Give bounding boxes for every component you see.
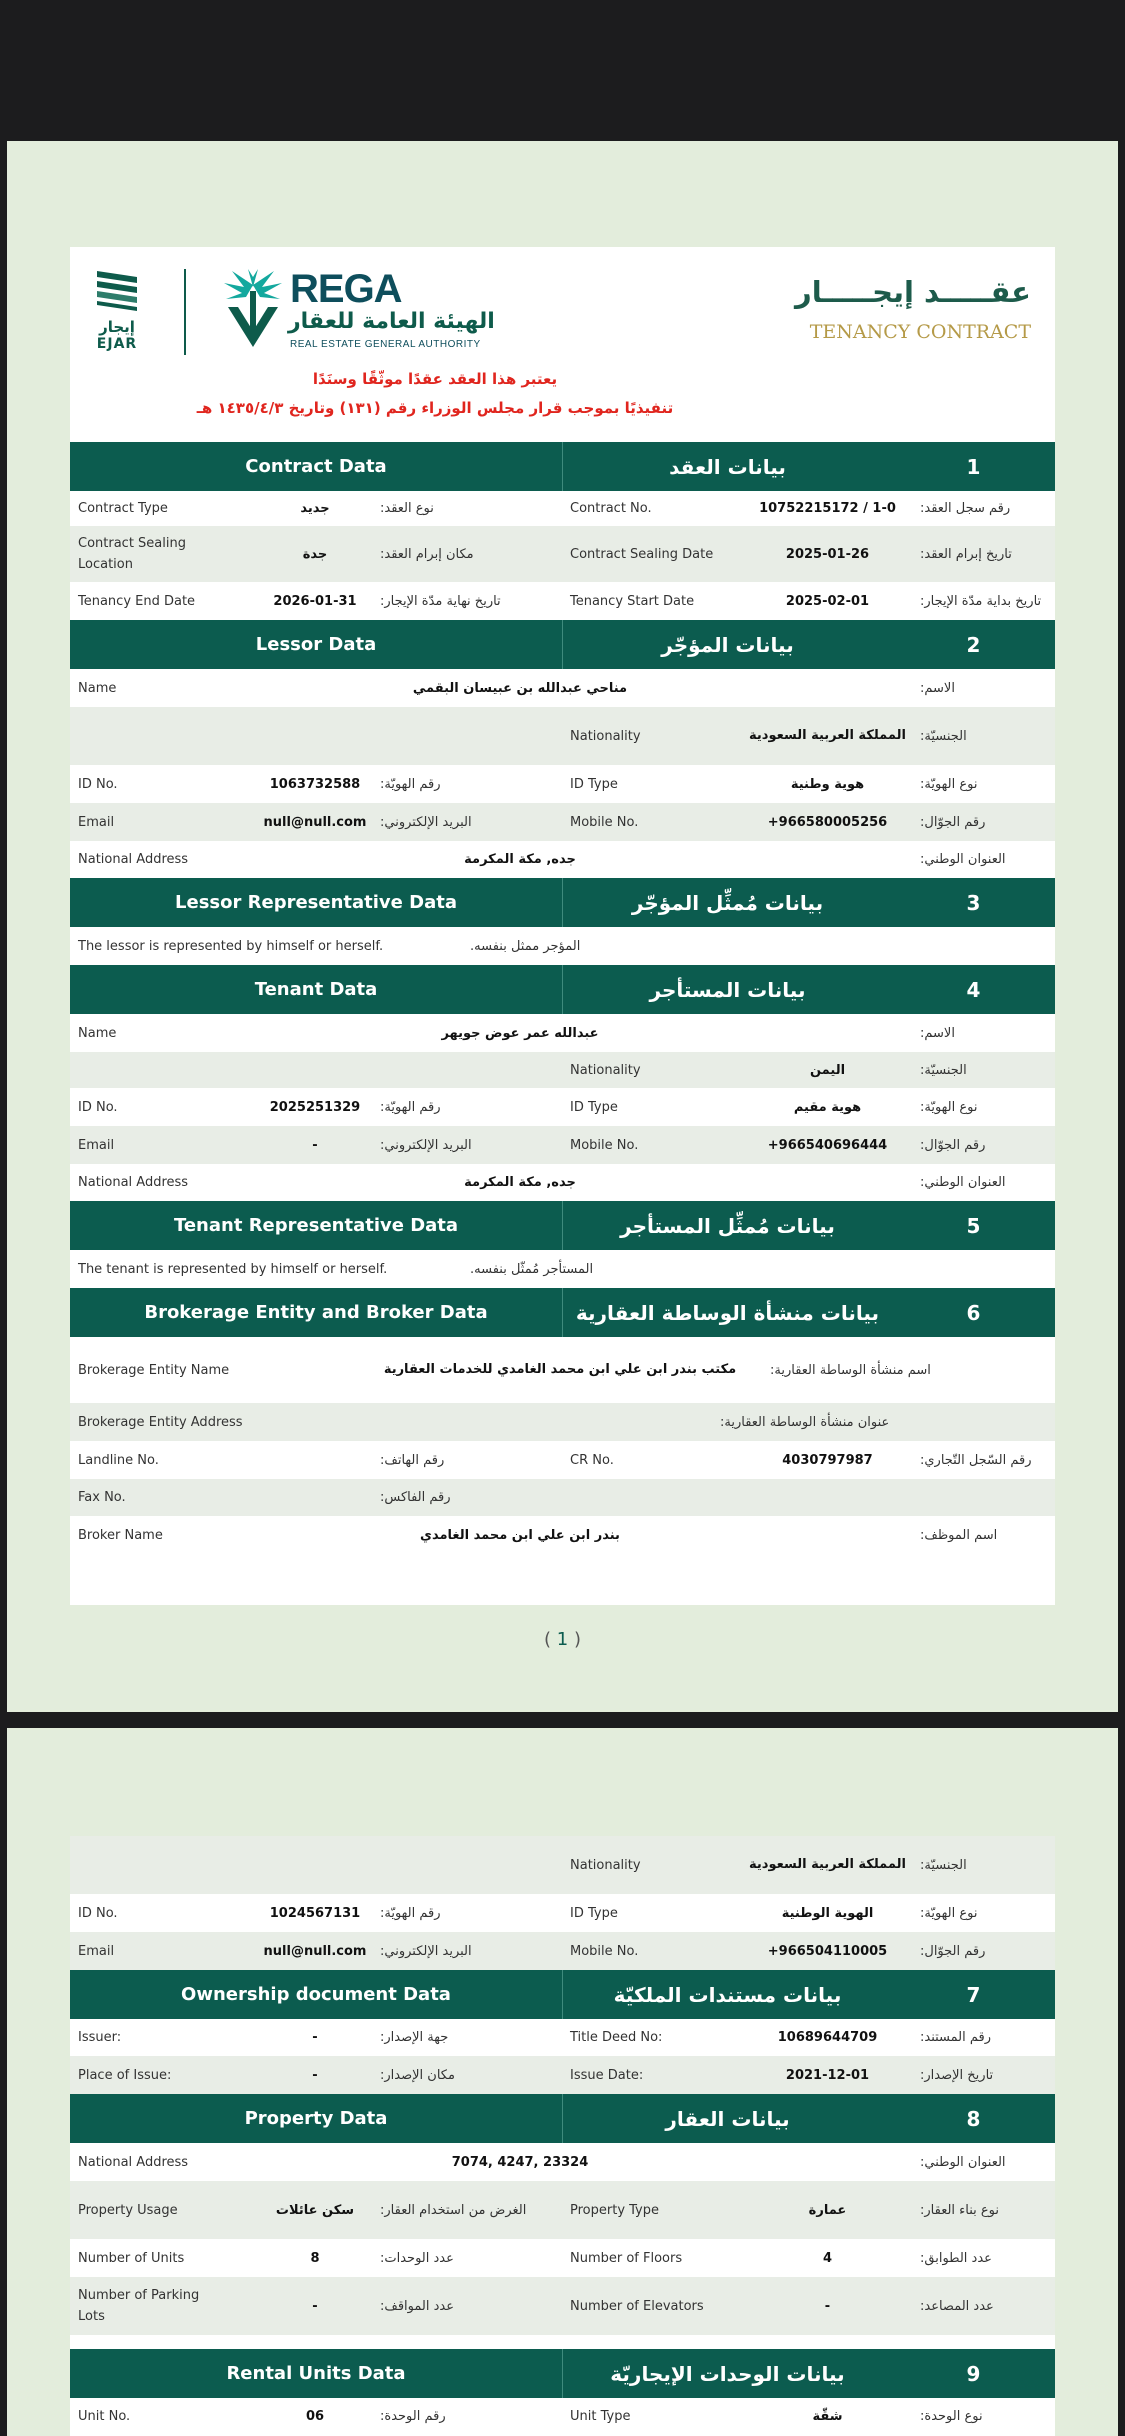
table-row <box>70 2056 1055 2094</box>
section-number: 4 <box>966 977 981 1002</box>
lessor-idtype-label: ID Type <box>570 776 618 792</box>
property-address-label: National Address <box>78 2154 189 2170</box>
brokerage-name-value: مكتب بندر ابن علي ابن محمد الغامدي للخدمات العقارية <box>383 1362 737 1377</box>
tenancy-start-value: 2025-02-01 <box>785 593 870 609</box>
section-title-ar: بيانات العقار <box>665 2106 790 2131</box>
units-value: 8 <box>310 2250 320 2266</box>
landline-label: Landline No. <box>78 1452 159 1468</box>
lessor-address-label-ar: العنوان الوطني: <box>920 852 1006 867</box>
section-number: 8 <box>966 2106 981 2131</box>
page-number-value: 1 <box>556 1629 569 1650</box>
unit-type-value: شقّة <box>812 2408 843 2424</box>
landline-label-ar: رقم الهاتف: <box>380 1452 445 1468</box>
brokerage-address-label: Brokerage Entity Address <box>78 1414 243 1430</box>
sealing-date-label: Contract Sealing Date <box>570 546 714 562</box>
units-label-ar: عدد الوحدات: <box>380 2250 454 2266</box>
contract-no-value: 10752215172 / 1-0 <box>759 501 896 516</box>
section-header-rental-units <box>70 2349 1055 2398</box>
unit-no-label-ar: رقم الوحدة: <box>380 2408 446 2424</box>
property-type-label: Property Type <box>570 2202 660 2218</box>
elevators-label: Number of Elevators <box>570 2298 704 2314</box>
parking-label-ar: عدد المواقف: <box>380 2298 454 2314</box>
section-title-ar: بيانات منشأة الوساطة العقارية <box>575 1300 880 1325</box>
lessor-email-label-ar: البريد الإلكتروني: <box>380 814 472 830</box>
property-address-label-ar: العنوان الوطني: <box>920 2154 1006 2170</box>
tenant-email-label-ar: البريد الإلكتروني: <box>380 1137 472 1153</box>
section-title-ar: بيانات مُمثِّل المؤجّر <box>631 890 824 915</box>
rega-subtitle: REAL ESTATE GENERAL AUTHORITY <box>290 339 481 350</box>
rega-english-name: REGA <box>290 267 402 311</box>
tenancy-start-label-ar: تاريخ بداية مدّة الإيجار: <box>920 593 1042 609</box>
property-type-value: عمارة <box>808 2202 847 2218</box>
table-row <box>70 1126 1055 1164</box>
section-title-en: Lessor Data <box>255 634 377 655</box>
lessor-nationality-label-ar: الجنسيّة: <box>920 728 967 744</box>
parking-label: Number of Parking Lots <box>78 2288 200 2324</box>
idtype-value: الهوية الوطنية <box>781 1905 874 1921</box>
floors-value: 4 <box>822 2250 833 2266</box>
section-title-en: Tenant Data <box>254 979 378 1000</box>
section-title-ar: بيانات العقد <box>669 454 786 479</box>
section-number: 5 <box>966 1213 981 1238</box>
section-number: 7 <box>966 1982 981 2007</box>
contract-sheet-1 <box>70 247 1055 1605</box>
contract-header <box>70 247 1055 442</box>
contract-type-value: جديد <box>300 501 330 516</box>
tenant-mobile-value: +966540696444 <box>767 1137 888 1153</box>
table-row <box>70 1337 1055 1403</box>
nationality-label: Nationality <box>570 1857 641 1873</box>
table-row <box>70 669 1055 707</box>
lessor-name-label-ar: الاسم: <box>920 680 955 696</box>
table-row <box>70 1088 1055 1126</box>
elevators-value: - <box>824 2298 831 2314</box>
section-title-ar: بيانات المؤجّر <box>661 632 794 657</box>
table-row <box>70 1894 1055 1932</box>
cr-label: CR No. <box>570 1452 614 1468</box>
section-header-lessor <box>70 620 1055 669</box>
units-label: Number of Units <box>78 2250 185 2266</box>
section-header-contract <box>70 442 1055 491</box>
palm-tree-icon <box>222 267 284 349</box>
id-value: 1024567131 <box>269 1905 361 1921</box>
lessor-idtype-value: هوية وطنية <box>790 776 865 792</box>
legal-notice-line-2: تنفيذيًا بموجب قرار مجلس الوزراء رقم (١٣١) وتاريخ ١٤٣٥/٤/٣ هـ <box>196 399 674 417</box>
section-number: 2 <box>966 632 981 657</box>
lessor-nationality-label: Nationality <box>570 728 641 744</box>
table-row <box>70 1014 1055 1052</box>
tenant-idtype-label-ar: نوع الهويّة: <box>920 1099 978 1115</box>
tenant-mobile-label: Mobile No. <box>570 1137 639 1153</box>
tenancy-end-label: Tenancy End Date <box>78 593 196 609</box>
tenancy-start-label: Tenancy Start Date <box>570 593 695 609</box>
ejar-logo-icon <box>93 267 141 311</box>
table-row <box>70 1479 1055 1516</box>
lessor-mobile-label: Mobile No. <box>570 814 639 830</box>
section-number: 6 <box>966 1300 981 1325</box>
table-row <box>70 2181 1055 2239</box>
tenancy-end-label-ar: تاريخ نهاية مدّة الإيجار: <box>380 593 501 609</box>
contract-title-english: TENANCY CONTRACT <box>809 321 1031 343</box>
table-row <box>70 1441 1055 1479</box>
ejar-logo <box>90 267 144 352</box>
section-header-property <box>70 2094 1055 2143</box>
section-title-ar: بيانات مُمثِّل المستأجر <box>620 1213 835 1238</box>
title-deed-label: Title Deed No: <box>570 2030 663 2045</box>
legal-notice-line-1: يعتبر هذا العقد عقدًا موثّقًا وسنَدًا <box>312 370 558 388</box>
lessor-mobile-label-ar: رقم الجوّال: <box>920 814 986 830</box>
lessor-id-label: ID No. <box>78 776 118 792</box>
place-of-issue-label-ar: مكان الإصدار: <box>380 2067 455 2083</box>
legal-notice <box>70 365 800 423</box>
table-row <box>70 803 1055 841</box>
elevators-label-ar: عدد المصاعد: <box>920 2298 994 2314</box>
unit-type-label: Unit Type <box>570 2408 631 2424</box>
title-deed-value: 10689644709 <box>777 2030 878 2045</box>
contract-no-label-ar: رقم سجل العقد: <box>920 501 1011 516</box>
lessor-nationality-value: المملكة العربية السعودية <box>749 728 906 743</box>
table-row <box>70 2398 1055 2434</box>
lessor-id-label-ar: رقم الهويّة: <box>380 776 441 792</box>
table-row <box>70 2019 1055 2056</box>
property-usage-value: سكن عائلات <box>275 2202 355 2218</box>
section-header-lessor-rep <box>70 878 1055 927</box>
document-page-1 <box>7 141 1118 1712</box>
idtype-label-ar: نوع الهويّة: <box>920 1905 978 1921</box>
tenant-name-label: Name <box>78 1025 117 1041</box>
sealing-location-label-ar: مكان إبرام العقد: <box>380 546 474 562</box>
tenant-name-label-ar: الاسم: <box>920 1025 955 1041</box>
parking-value: - <box>312 2298 318 2314</box>
table-row <box>70 1836 1055 1894</box>
table-row <box>70 1164 1055 1201</box>
section-title-ar: بيانات الوحدات الإيجاريّة <box>610 2361 845 2386</box>
section-title-en: Lessor Representative Data <box>175 892 457 913</box>
unit-no-label: Unit No. <box>78 2408 131 2424</box>
lessor-address-label: National Address <box>78 852 189 867</box>
property-usage-label: Property Usage <box>78 2202 178 2218</box>
place-of-issue-value: - <box>312 2067 318 2083</box>
table-row <box>70 1052 1055 1088</box>
mobile-label: Mobile No. <box>570 1943 639 1959</box>
table-row <box>70 927 1055 965</box>
table-row <box>70 2277 1055 2335</box>
section-number: 3 <box>966 890 981 915</box>
tenant-nationality-label: Nationality <box>570 1062 641 1078</box>
section-title-en: Brokerage Entity and Broker Data <box>144 1302 488 1323</box>
property-usage-label-ar: الغرض من استخدام العقار: <box>380 2202 527 2218</box>
tenant-id-value: 2025251329 <box>269 1099 361 1115</box>
rega-logo <box>222 267 522 357</box>
mobile-label-ar: رقم الجوّال: <box>920 1943 986 1959</box>
lessor-rep-note: The lessor is represented by himself or herself. <box>78 938 384 954</box>
broker-name-label: Broker Name <box>78 1527 163 1543</box>
ejar-arabic: إيجار <box>99 318 135 336</box>
broker-name-value: بندر ابن علي ابن محمد الغامدي <box>420 1527 620 1543</box>
cr-label-ar: رقم السّجل التّجاري: <box>920 1452 1032 1468</box>
email-label-ar: البريد الإلكتروني: <box>380 1943 472 1959</box>
idtype-label: ID Type <box>570 1905 618 1921</box>
lessor-name-value: مناحي عبدالله بن عبيسان البقمي <box>412 680 628 696</box>
section-title-ar: بيانات المستأجر <box>649 977 806 1002</box>
section-title-ar: بيانات مستندات الملكيّة <box>613 1982 842 2007</box>
contract-type-label-ar: نوع العقد: <box>380 501 434 516</box>
cr-value: 4030797987 <box>782 1452 873 1468</box>
section-title-en: Property Data <box>244 2108 388 2129</box>
contract-type-label: Contract Type <box>78 501 168 516</box>
nationality-value: المملكة العربية السعودية <box>749 1857 906 1872</box>
email-label: Email <box>78 1943 115 1959</box>
id-label: ID No. <box>78 1905 118 1921</box>
tenant-email-label: Email <box>78 1137 115 1153</box>
section-number: 1 <box>966 454 981 479</box>
tenant-id-label-ar: رقم الهويّة: <box>380 1099 441 1115</box>
unit-no-value: 06 <box>305 2408 325 2424</box>
nationality-label-ar: الجنسيّة: <box>920 1857 967 1873</box>
email-value: null@null.com <box>263 1943 367 1959</box>
tenant-rep-note-ar: المستأجر مُمثّل بنفسه. <box>470 1261 594 1277</box>
tenant-rep-note: The tenant is represented by himself or herself. <box>78 1261 388 1277</box>
floors-label: Number of Floors <box>570 2250 683 2266</box>
mobile-value: +966504110005 <box>767 1943 888 1959</box>
lessor-mobile-value: +966580005256 <box>767 814 888 830</box>
table-row <box>70 526 1055 582</box>
issue-date-label: Issue Date: <box>570 2067 644 2083</box>
section-header-tenant <box>70 965 1055 1014</box>
brokerage-name-label-ar: اسم منشأة الوساطة العقارية: <box>770 1362 931 1378</box>
table-row <box>70 2143 1055 2181</box>
tenant-idtype-value: هوية مقيم <box>793 1099 862 1115</box>
table-row <box>70 2239 1055 2277</box>
issuer-label: Issuer: <box>78 2030 122 2045</box>
lessor-id-value: 1063732588 <box>269 776 361 792</box>
fax-label-ar: رقم الفاكس: <box>380 1490 451 1505</box>
lessor-email-value: null@null.com <box>263 814 367 830</box>
issuer-value: - <box>312 2030 318 2045</box>
contract-title-arabic: عقـــــد إيجـــــار <box>795 275 1031 309</box>
section-header-tenant-rep <box>70 1201 1055 1250</box>
tenant-idtype-label: ID Type <box>570 1099 618 1115</box>
tenant-id-label: ID No. <box>78 1099 118 1115</box>
tenant-nationality-value: اليمن <box>809 1062 846 1078</box>
rega-arabic-name: الهيئة العامة للعقار <box>288 309 495 334</box>
brokerage-name-label: Brokerage Entity Name <box>78 1362 230 1378</box>
lessor-address-value: جده, مكة المكرمة <box>464 852 576 867</box>
page-number: ( 1 ) <box>544 1629 581 1650</box>
document-page-2 <box>7 1728 1118 2436</box>
section-header-ownership <box>70 1970 1055 2019</box>
table-row <box>70 765 1055 803</box>
sealing-location-label: Contract Sealing Location <box>78 536 186 572</box>
fax-label: Fax No. <box>78 1490 126 1505</box>
tenant-address-label-ar: العنوان الوطني: <box>920 1175 1006 1190</box>
tenancy-end-value: 2026-01-31 <box>273 593 357 609</box>
section-number: 9 <box>966 2361 981 2386</box>
lessor-rep-note-ar: المؤجر ممثل بنفسه. <box>470 938 581 954</box>
unit-type-label-ar: نوع الوحدة: <box>920 2408 983 2424</box>
contract-no-label: Contract No. <box>570 501 652 516</box>
issue-date-value: 2021-12-01 <box>785 2067 870 2083</box>
sealing-date-value: 2025-01-26 <box>785 546 870 562</box>
lessor-email-label: Email <box>78 814 115 830</box>
section-title-en: Rental Units Data <box>226 2363 406 2384</box>
table-row <box>70 707 1055 765</box>
section-header-brokerage <box>70 1288 1055 1337</box>
tenant-name-value: عبدالله عمر عوض جويهر <box>441 1025 599 1041</box>
title-deed-label-ar: رقم المستند: <box>920 2030 992 2045</box>
logo-separator <box>184 269 186 355</box>
sealing-date-label-ar: تاريخ إبرام العقد: <box>920 546 1012 562</box>
table-row <box>70 1250 1055 1288</box>
id-label-ar: رقم الهويّة: <box>380 1905 441 1921</box>
section-title-en: Ownership document Data <box>181 1984 451 2005</box>
contract-sheet-2 <box>70 1836 1055 2436</box>
sealing-location-value: جدة <box>302 546 328 562</box>
property-type-label-ar: نوع بناء العقار: <box>920 2202 1000 2218</box>
broker-name-label-ar: اسم الموظف: <box>920 1527 998 1543</box>
tenant-nationality-label-ar: الجنسيّة: <box>920 1062 967 1078</box>
floors-label-ar: عدد الطوابق: <box>920 2250 992 2266</box>
place-of-issue-label: Place of Issue: <box>78 2067 172 2083</box>
brokerage-address-label-ar: عنوان منشأة الوساطة العقارية: <box>720 1414 890 1430</box>
section-title-en: Tenant Representative Data <box>173 1215 459 1236</box>
issue-date-label-ar: تاريخ الإصدار: <box>920 2067 994 2083</box>
issuer-label-ar: جهة الإصدار: <box>380 2030 449 2045</box>
table-row <box>70 1932 1055 1970</box>
ejar-english: EJAR <box>96 336 138 352</box>
table-row <box>70 491 1055 526</box>
table-row <box>70 582 1055 620</box>
table-row <box>70 1516 1055 1554</box>
lessor-name-label: Name <box>78 680 117 696</box>
tenant-address-label: National Address <box>78 1175 189 1190</box>
section-title-en: Contract Data <box>245 456 387 477</box>
lessor-idtype-label-ar: نوع الهويّة: <box>920 776 978 792</box>
tenant-address-value: جده, مكة المكرمة <box>464 1175 576 1190</box>
table-row <box>70 1403 1055 1441</box>
property-address-value: 7074, 4247, 23324 <box>451 2154 589 2170</box>
tenant-email-value: - <box>312 1137 318 1153</box>
tenant-mobile-label-ar: رقم الجوّال: <box>920 1137 986 1153</box>
table-row <box>70 841 1055 878</box>
